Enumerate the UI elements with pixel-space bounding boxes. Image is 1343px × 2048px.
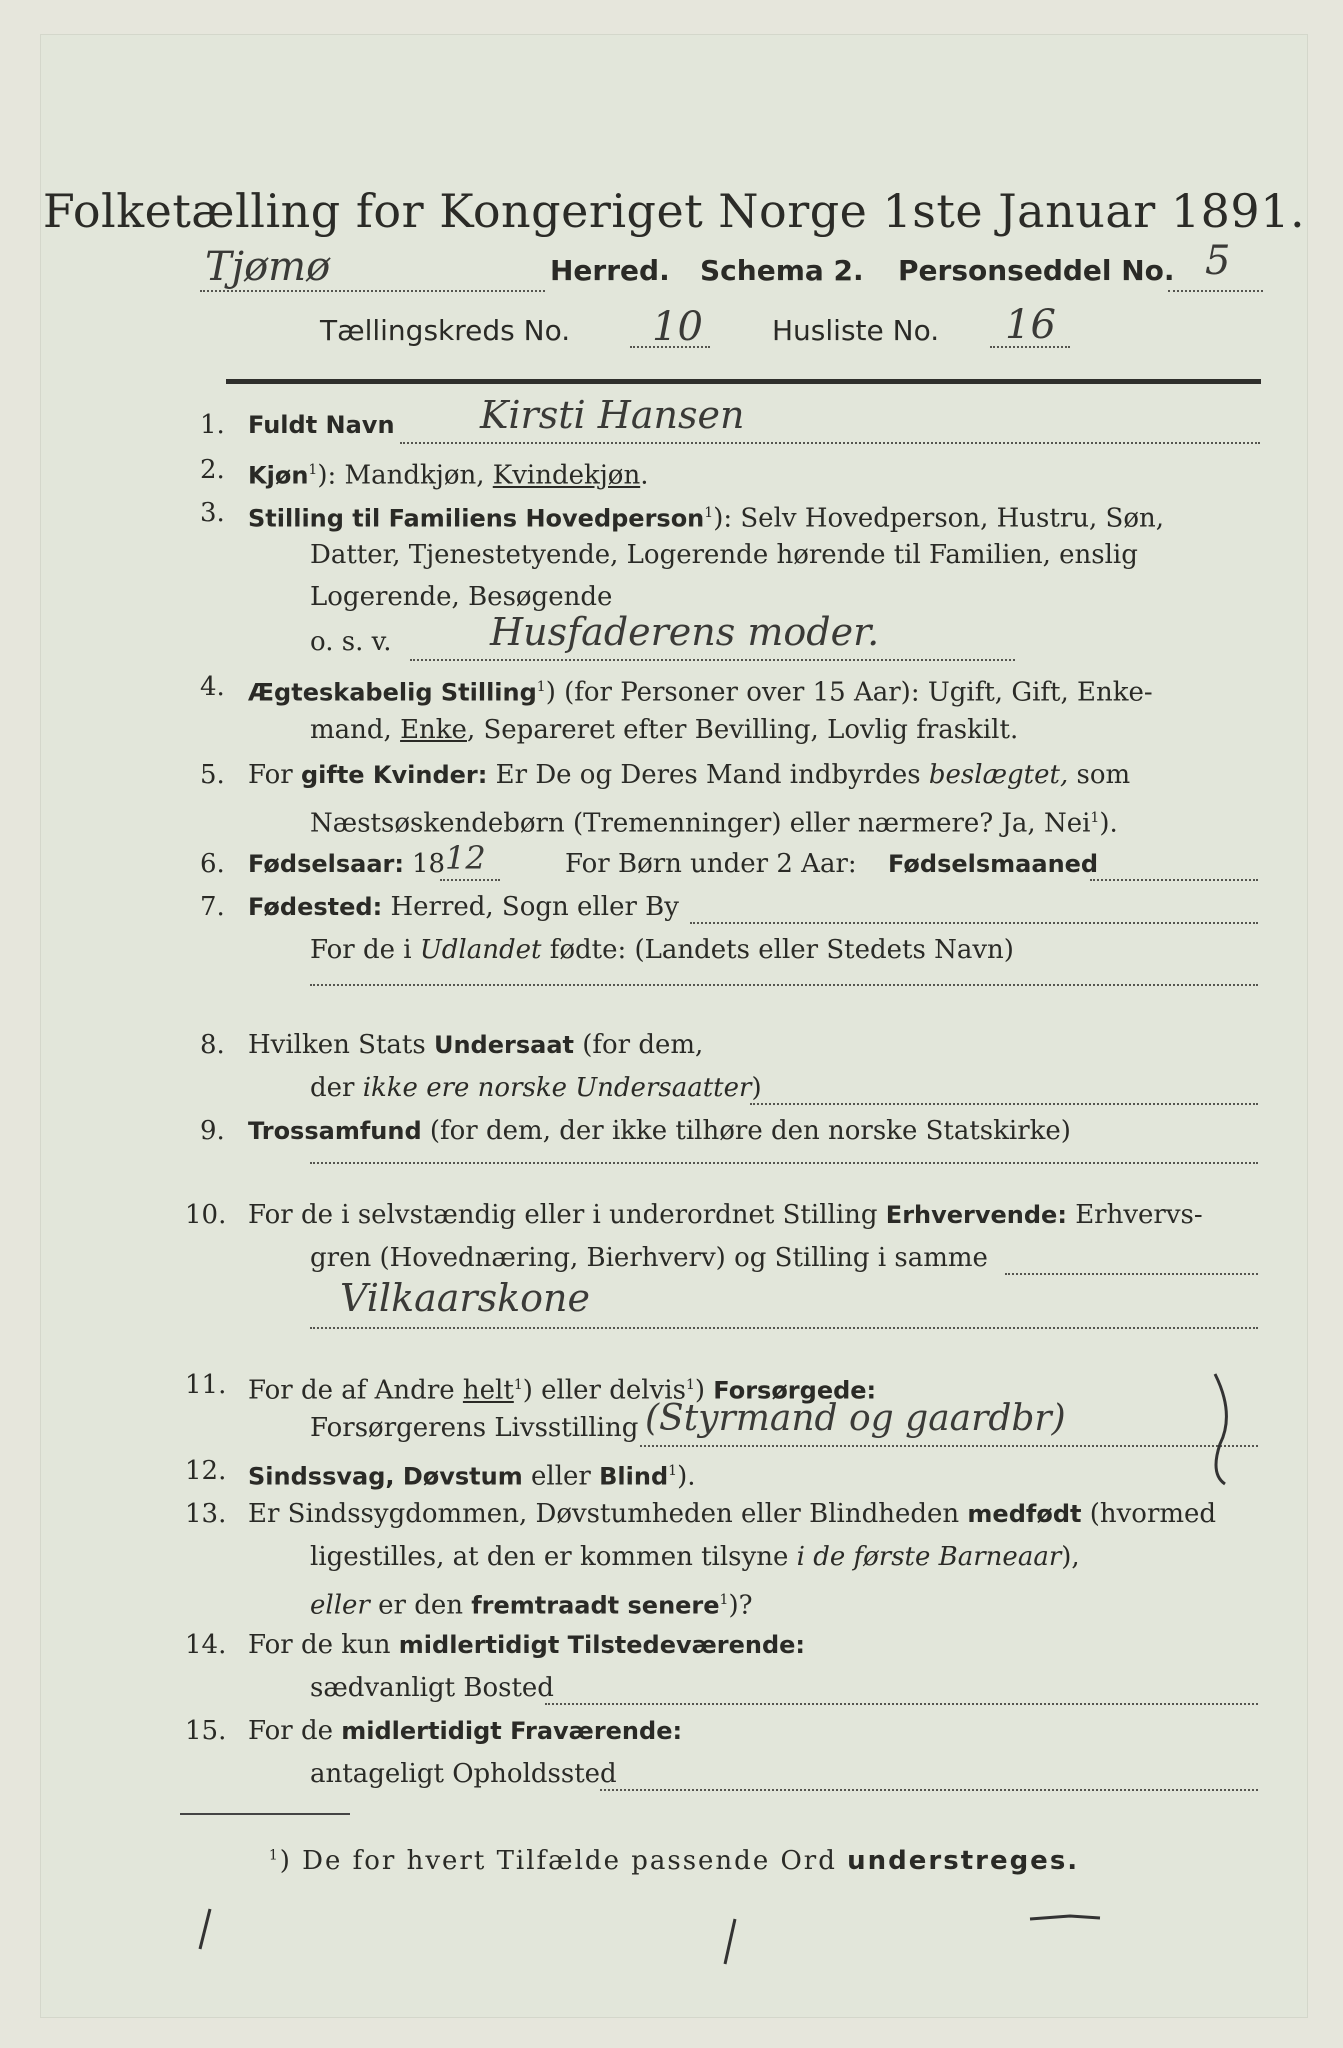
- item-14-text: For de kun: [248, 1630, 399, 1660]
- item-number: 4.: [200, 672, 225, 702]
- item-11-underlined: helt: [462, 1375, 514, 1406]
- item-number: 8.: [200, 1030, 225, 1060]
- item-7-italic: Udlandet: [419, 935, 542, 965]
- item-13-text-2a: ligestilles, at den er kommen tilsyne: [310, 1542, 797, 1572]
- blank-line: [310, 1162, 1258, 1164]
- footnote-marker: 1: [268, 1847, 280, 1864]
- citizenship-label: Undersaat: [433, 1031, 574, 1059]
- footnote-ref-2: 1: [685, 1377, 695, 1393]
- sex-selected: Kvindekjøn: [492, 460, 641, 491]
- pen-mark: [725, 1919, 735, 1964]
- item-number: 7.: [200, 892, 225, 922]
- full-name-value: Kirsti Hansen: [480, 393, 745, 437]
- husliste-value: 16: [1005, 302, 1056, 348]
- item-12-tail: ).: [677, 1461, 696, 1492]
- footnote-bold: understreges.: [847, 1846, 1080, 1876]
- footnote: [40, 1846, 1308, 1876]
- pen-mark: [1030, 1916, 1100, 1919]
- item-number: 5.: [200, 760, 225, 790]
- usual-residence-label: sædvanligt Bosted: [310, 1673, 554, 1703]
- married-women-label: gifte Kvinder:: [300, 761, 488, 789]
- herred-row: [40, 238, 1308, 294]
- item-7-text-b: fødte: (Landets eller Stedets Navn): [541, 935, 1014, 965]
- birth-month-label: Fødselsmaaned: [888, 850, 1099, 878]
- provider-value: (Styrmand og gaardbr): [645, 1398, 1066, 1439]
- item-10-text: For de i selvstændig eller i underordnet Stilling: [248, 1200, 886, 1230]
- personseddel-value: 5: [1205, 238, 1231, 284]
- item-13-text-3a: er den: [369, 1590, 472, 1621]
- sex-tail: .: [640, 460, 649, 491]
- birth-year-value: 12: [445, 839, 486, 877]
- full-name-label: Fuldt Navn: [248, 411, 395, 439]
- footnote-ref: 1: [1090, 810, 1100, 826]
- taellingskreds-row: [40, 302, 1308, 352]
- item-number: 10.: [185, 1200, 227, 1230]
- schema-label: Schema 2.: [700, 254, 864, 287]
- taellingskreds-value: 10: [652, 304, 703, 350]
- family-position-value: Husfaderens moder.: [490, 610, 880, 654]
- item-number: 12.: [185, 1456, 227, 1486]
- census-form-page: [40, 34, 1308, 2018]
- item-8-text: Hvilken Stats: [248, 1030, 434, 1060]
- item-number: 13.: [185, 1499, 227, 1529]
- probable-location-label: antageligt Opholdssted: [310, 1759, 617, 1789]
- herred-label: Herred.: [550, 254, 670, 287]
- husliste-label: Husliste No.: [772, 314, 940, 347]
- disability-text: eller: [522, 1461, 600, 1492]
- item-number: 6.: [200, 849, 225, 879]
- blind-label: Blind: [599, 1462, 669, 1491]
- family-position-options-1: ): Selv Hovedperson, Hustru, Søn,: [713, 503, 1165, 534]
- marital-options-2b: , Separeret efter Bevilling, Lovlig fraskilt.: [466, 715, 1019, 745]
- sex-label: Kjøn: [248, 461, 309, 490]
- footnote-ref: 1: [513, 1377, 523, 1393]
- item-number: 11.: [185, 1370, 227, 1400]
- footnote-ref: 1: [668, 1463, 678, 1479]
- item-8-text-2a: der: [310, 1073, 363, 1103]
- pen-marks: [170, 1894, 1170, 1974]
- family-position-osv: o. s. v.: [310, 627, 392, 657]
- family-position-label: Stilling til Familiens Hovedperson: [248, 504, 705, 533]
- taellingskreds-label: Tællingskreds No.: [320, 314, 571, 347]
- religion-text: (for dem, der ikke tilhøre den norske Statskirke): [421, 1116, 1071, 1146]
- footnote-rule: [180, 1813, 350, 1815]
- infant-label: For Børn under 2 Aar:: [565, 849, 857, 879]
- item-13-italic: i de første Barneaar: [796, 1542, 1062, 1572]
- personseddel-label: Personseddel No.: [898, 254, 1175, 287]
- item-number: 15.: [185, 1716, 227, 1746]
- occupation-label: Erhvervende:: [885, 1201, 1067, 1229]
- item-number: 3.: [200, 498, 225, 528]
- item-11-text-b: ) eller delvis: [522, 1375, 686, 1406]
- occupation-value: Vilkaarskone: [340, 1276, 590, 1320]
- pen-mark: [200, 1909, 210, 1949]
- family-position-options-3: Logerende, Besøgende: [310, 582, 613, 612]
- marital-options-2a: mand,: [310, 715, 401, 745]
- item-11-text: For de af Andre: [248, 1375, 463, 1406]
- item-5-question: Næstsøskendebørn (Tremenninger) eller nærmere? Ja, Nei: [310, 808, 1091, 839]
- item-number: 2.: [200, 455, 225, 485]
- item-13-italic-2: eller: [310, 1590, 370, 1621]
- footnote-ref: 1: [536, 679, 546, 695]
- birth-year-prefix: 18: [412, 849, 446, 879]
- item-8-text-b: (for dem,: [573, 1030, 704, 1060]
- header-rule: [226, 379, 1261, 384]
- bracket-mark: [1195, 1364, 1255, 1494]
- sex-options: ): Mandkjøn,: [317, 460, 493, 491]
- item-5-italic: beslægtet,: [928, 760, 1069, 790]
- item-13-text: Er Sindssygdommen, Døvstumheden eller Blindheden: [248, 1499, 968, 1529]
- supported-label: Forsørgede:: [713, 1376, 877, 1405]
- item-5-text-b: Er De og Deres Mand indbyrdes: [487, 760, 929, 790]
- temporary-present-label: midlertidigt Tilstedeværende:: [398, 1631, 806, 1659]
- provider-label: Forsørgerens Livsstilling: [310, 1413, 639, 1443]
- marital-status-label: Ægteskabelig Stilling: [248, 678, 537, 707]
- marital-options-1: ) (for Personer over 15 Aar): Ugift, Gift, Enke-: [545, 677, 1153, 708]
- birthplace-options: Herred, Sogn eller By: [382, 892, 679, 922]
- congenital-label: medfødt: [967, 1500, 1082, 1528]
- item-10-text-b: Erhvervs-: [1066, 1200, 1203, 1230]
- footnote-ref: 1: [704, 505, 714, 521]
- item-5-text-c: som: [1068, 760, 1131, 790]
- marital-selected: Enke: [400, 715, 467, 745]
- item-5-tail: ).: [1099, 808, 1118, 839]
- item-8-text-2b: ): [751, 1073, 762, 1103]
- later-onset-label: fremtraadt senere: [471, 1591, 720, 1620]
- footnote-ref: 1: [719, 1592, 729, 1608]
- item-13-text-2b: ),: [1061, 1542, 1080, 1572]
- item-15-text: For de: [248, 1716, 342, 1746]
- blank-line: [310, 984, 1258, 986]
- footnote-text: ) De for hvert Tilfælde passende Ord: [279, 1846, 848, 1876]
- footnote-ref: 1: [308, 462, 318, 478]
- item-8-italic: ikke ere norske Undersaatter: [362, 1073, 752, 1103]
- item-13-text-b: (hvormed: [1081, 1499, 1217, 1529]
- occupation-detail: gren (Hovednæring, Bierhverv) og Stilling i samme: [310, 1243, 988, 1273]
- item-number: 9.: [200, 1116, 225, 1146]
- item-number: 14.: [185, 1630, 227, 1660]
- disability-label: Sindssvag, Døvstum: [248, 1462, 523, 1491]
- herred-value: Tjømø: [205, 244, 331, 290]
- religion-label: Trossamfund: [248, 1117, 422, 1145]
- family-position-options-2: Datter, Tjenestetyende, Logerende hørende til Familien, enslig: [310, 540, 1138, 570]
- birth-year-label: Fødselsaar:: [248, 850, 404, 878]
- temporary-absent-label: midlertidigt Fraværende:: [341, 1717, 683, 1745]
- birthplace-label: Fødested:: [248, 893, 383, 921]
- item-7-text: For de i: [310, 935, 420, 965]
- item-5-text: For: [248, 760, 301, 790]
- form-title: Folketælling for Kongeriget Norge 1ste Januar 1891.: [42, 184, 1306, 238]
- item-13-tail: )?: [728, 1590, 753, 1621]
- item-11-text-c: ): [694, 1375, 714, 1406]
- item-number: 1.: [200, 410, 225, 440]
